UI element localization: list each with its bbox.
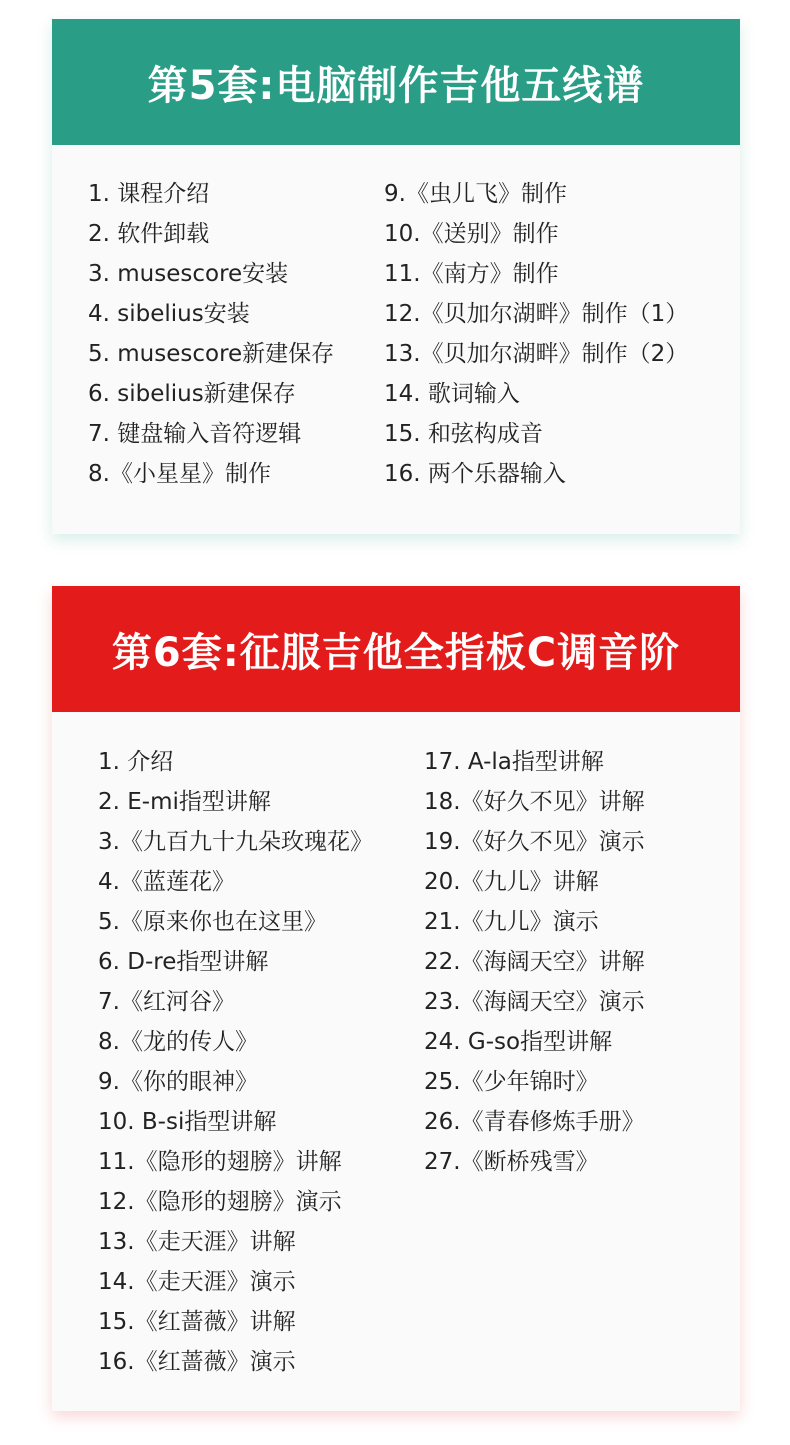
lesson-item: 15.《红蔷薇》讲解 — [98, 1309, 296, 1335]
lesson-item: 16.《红蔷薇》演示 — [98, 1349, 296, 1375]
lesson-item: 3. musescore安装 — [88, 261, 289, 287]
card-header-set5 — [52, 19, 740, 145]
lesson-item: 23.《海阔天空》演示 — [424, 989, 645, 1015]
lesson-item: 4. sibelius安装 — [88, 301, 250, 327]
lesson-item: 2. 软件卸载 — [88, 221, 210, 247]
lesson-item: 14. 歌词输入 — [384, 381, 520, 407]
lesson-item: 21.《九儿》演示 — [424, 909, 599, 935]
lesson-item: 7.《红河谷》 — [98, 989, 235, 1015]
lesson-item: 5. musescore新建保存 — [88, 341, 335, 367]
lesson-item: 22.《海阔天空》讲解 — [424, 949, 645, 975]
lesson-list-left-set6 — [98, 742, 373, 1382]
lesson-item: 15. 和弦构成音 — [384, 421, 543, 447]
lesson-item: 4.《蓝莲花》 — [98, 869, 235, 895]
card-title-set5: 第5套:电脑制作吉他五线谱 — [147, 62, 645, 109]
lesson-item: 5.《原来你也在这里》 — [98, 909, 327, 935]
lesson-item: 9.《你的眼神》 — [98, 1069, 258, 1095]
lesson-item: 24. G-so指型讲解 — [424, 1029, 613, 1055]
lesson-item: 18.《好久不见》讲解 — [424, 789, 645, 815]
lesson-item: 16. 两个乐器输入 — [384, 461, 566, 487]
lesson-item: 8.《小星星》制作 — [88, 461, 271, 487]
lesson-item: 10. B-si指型讲解 — [98, 1109, 277, 1135]
lesson-item: 27.《断桥残雪》 — [424, 1149, 599, 1175]
lesson-item: 1. 介绍 — [98, 749, 174, 775]
lesson-item: 1. 课程介绍 — [88, 181, 210, 207]
lesson-item: 11.《南方》制作 — [384, 261, 559, 287]
lesson-list-right-set5 — [384, 174, 688, 494]
lesson-item: 9.《虫儿飞》制作 — [384, 181, 567, 207]
lesson-item: 12.《隐形的翅膀》演示 — [98, 1189, 342, 1215]
lesson-item: 2. E-mi指型讲解 — [98, 789, 271, 815]
lesson-item: 12.《贝加尔湖畔》制作（1） — [384, 301, 689, 327]
lesson-item: 19.《好久不见》演示 — [424, 829, 645, 855]
lesson-item: 13.《走天涯》讲解 — [98, 1229, 296, 1255]
card-title-set6: 第6套:征服吉他全指板C调音阶 — [111, 629, 681, 676]
lesson-item: 20.《九儿》讲解 — [424, 869, 599, 895]
course-card-set6 — [52, 586, 740, 1411]
lesson-list-right-set6 — [424, 742, 645, 1182]
lesson-item: 6. sibelius新建保存 — [88, 381, 296, 407]
lesson-item: 8.《龙的传人》 — [98, 1029, 258, 1055]
lesson-item: 6. D-re指型讲解 — [98, 949, 269, 975]
lesson-item: 3.《九百九十九朵玫瑰花》 — [98, 829, 373, 855]
lesson-item: 14.《走天涯》演示 — [98, 1269, 296, 1295]
lesson-item: 11.《隐形的翅膀》讲解 — [98, 1149, 342, 1175]
lesson-item: 13.《贝加尔湖畔》制作（2） — [384, 341, 689, 367]
course-card-set5 — [52, 19, 740, 534]
lesson-list-left-set5 — [88, 174, 334, 494]
lesson-item: 17. A-la指型讲解 — [424, 749, 604, 775]
lesson-item: 10.《送别》制作 — [384, 221, 559, 247]
lesson-item: 25.《少年锦时》 — [424, 1069, 599, 1095]
card-header-set6 — [52, 586, 740, 712]
lesson-item: 7. 键盘输入音符逻辑 — [88, 421, 302, 447]
lesson-item: 26.《青春修炼手册》 — [424, 1109, 645, 1135]
